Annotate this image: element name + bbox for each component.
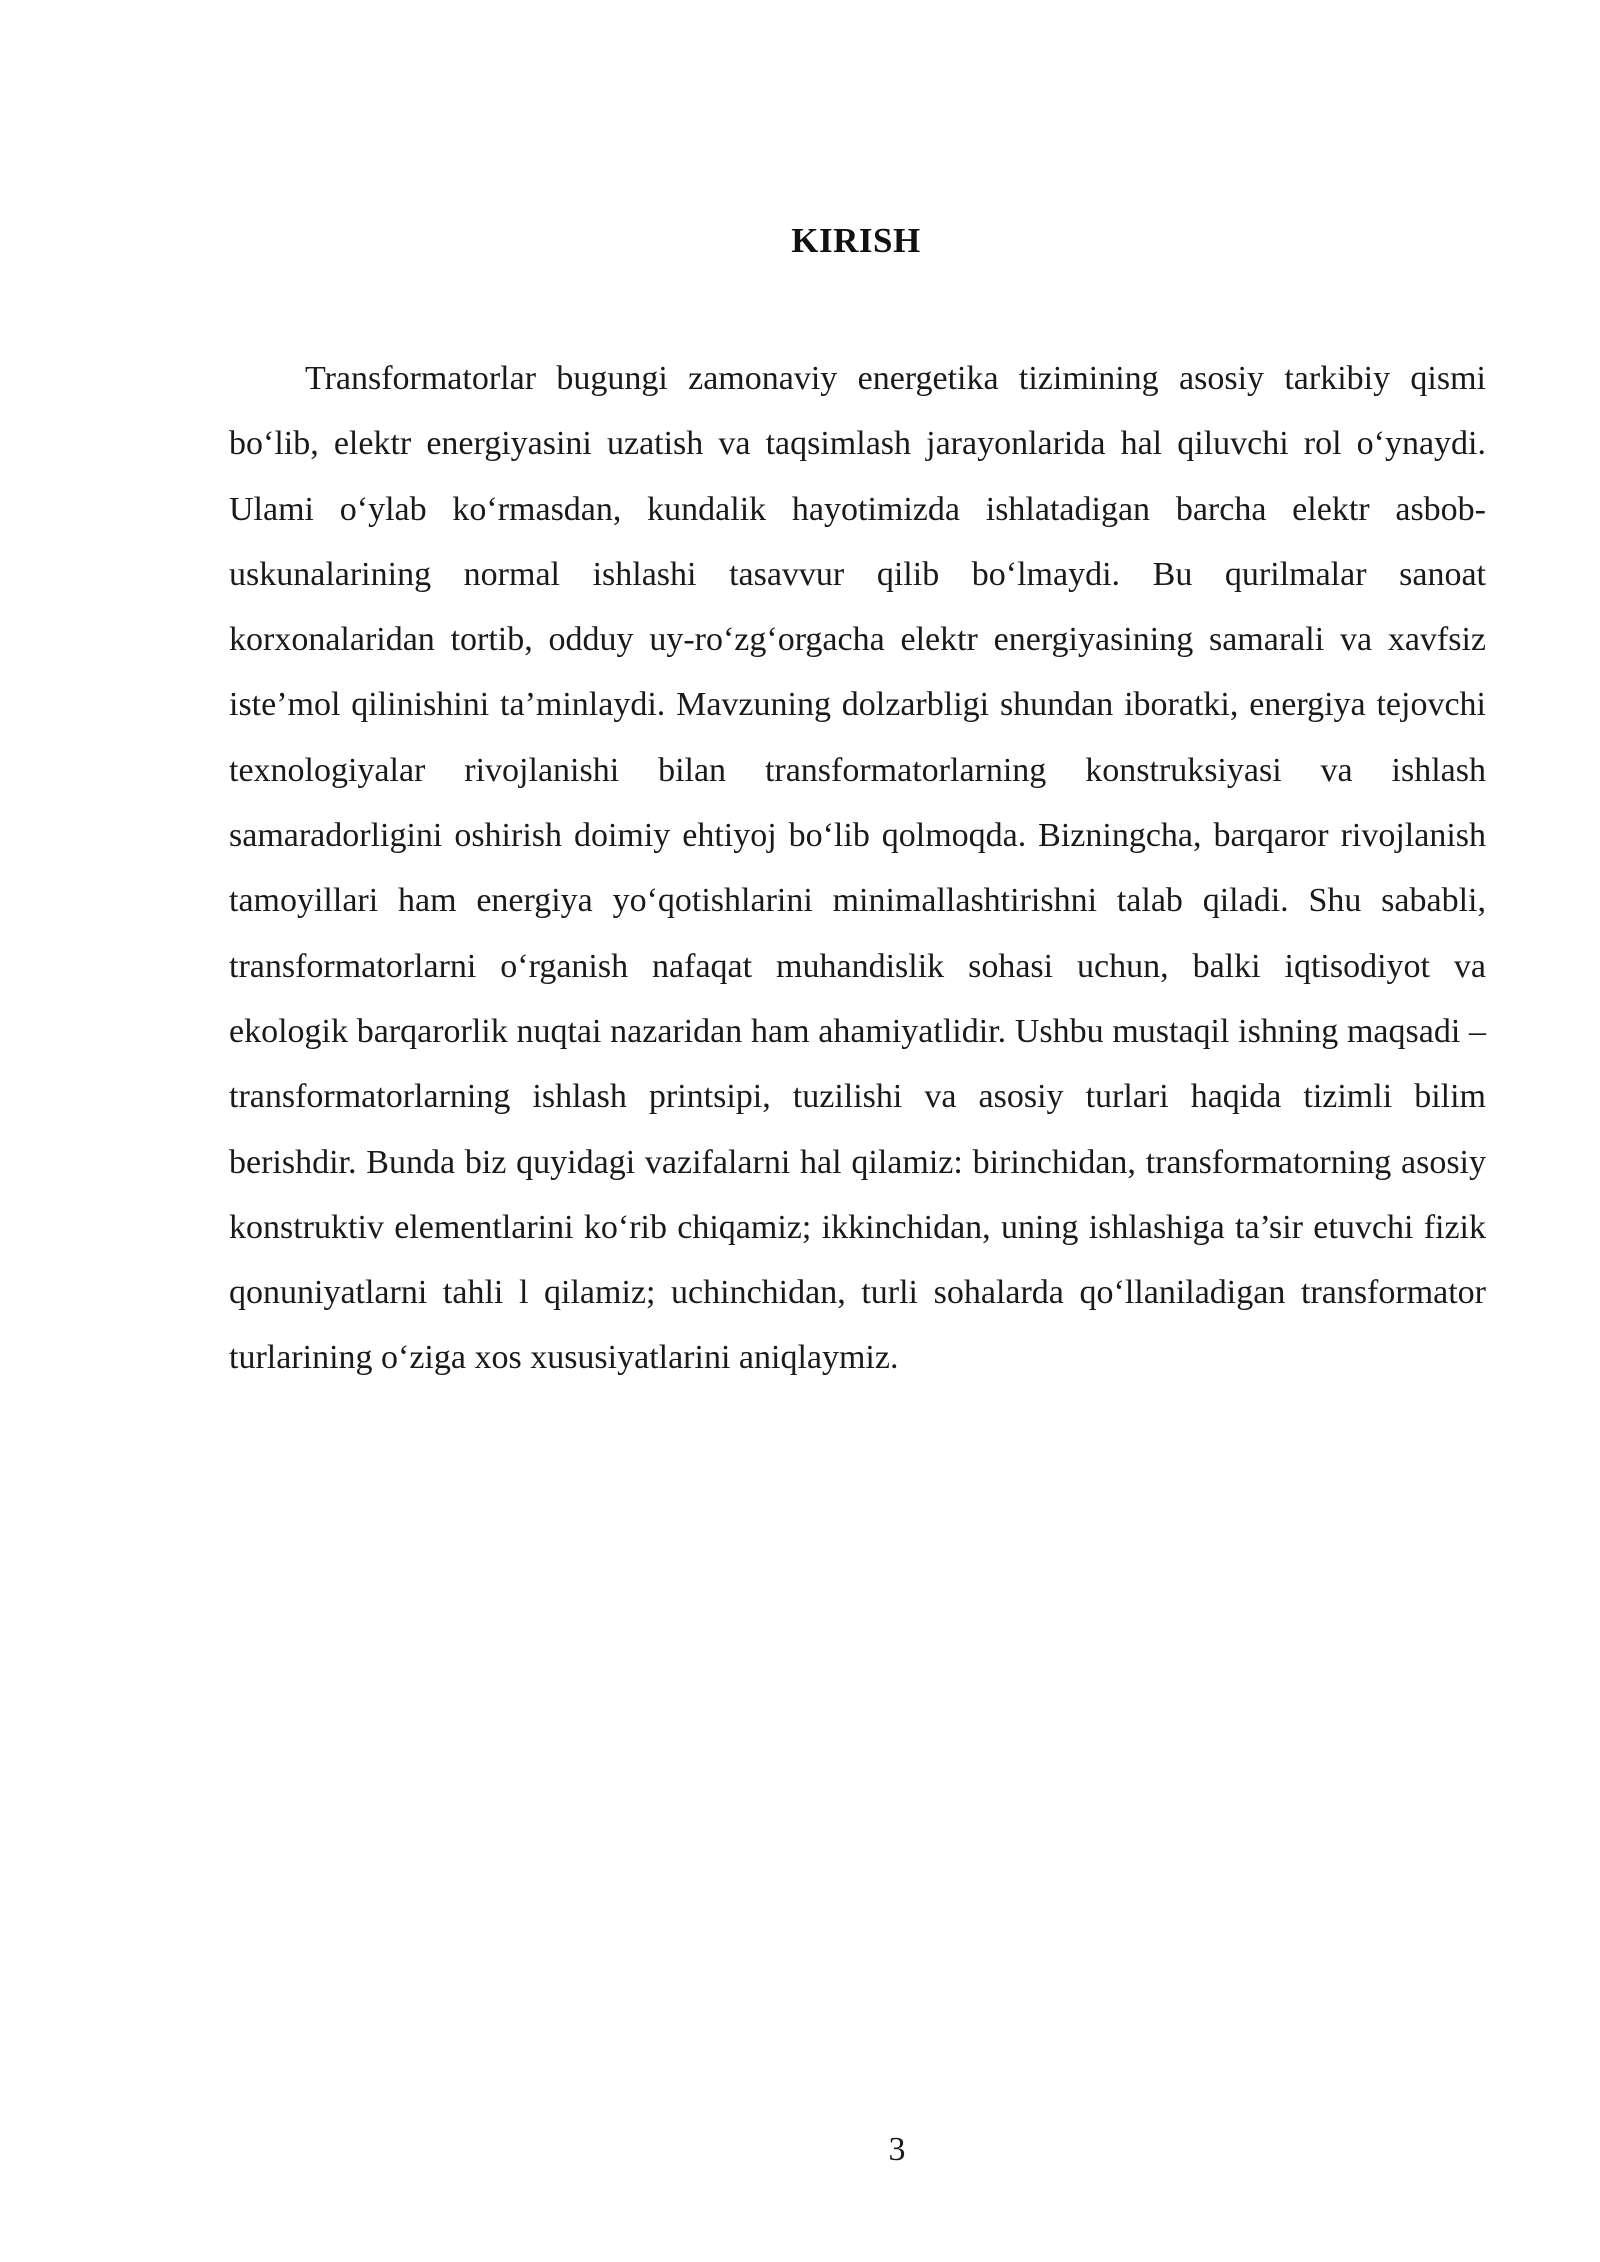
section-heading: KIRISH	[791, 221, 921, 260]
page-number: 3	[888, 2131, 906, 2168]
body-paragraph: Transformatorlar bugungi zamonaviy energetika tizimining asosiy tarkibiy qismi bo‘lib, elektr energiyasini uzatish va taqsimlash jarayonlarida hal qiluvchi rol o‘ynaydi. Ulami o‘ylab ko‘rmasdan, kundalik hayotimizda ishlatadigan barcha elektr asbob-uskunalarining normal ishlashi tasavvur qilib bo‘lmaydi. Bu qurilmalar sanoat korxonalaridan tortib, odduy uy-ro‘zg‘orgacha elektr energiyasining samarali va xavfsiz iste’mol qilinishini ta’minlaydi. Mavzuning dolzarbligi shundan iboratki, energiya tejovchi texnologiyalar rivojlanishi bilan transformatorlarning konstruksiyasi va ishlash samaradorligini oshirish doimiy ehtiyoj bo‘lib qolmoqda. Bizningcha, barqaror rivojlanish tamoyillari ham energiya yo‘qotishlarini minimallashtirishni talab qiladi. Shu sababli, transformatorlarni o‘rganish nafaqat muhandislik sohasi uchun, balki iqtisodiyot va ekologik barqarorlik nuqtai nazaridan ham ahamiyatlidir. Ushbu mustaqil ishning maqsadi – transformatorlarning ishlash printsipi, tuzilishi va asosiy turlari haqida tizimli bilim berishdir. Bunda biz quyidagi vazifalarni hal qilamiz: birinchidan, transformatorning asosiy konstruktiv elementlarini ko‘rib chiqamiz; ikkinchidan, uning ishlashiga ta’sir etuvchi fizik qonuniyatlarni tahli l qilamiz; uchinchidan, turli sohalarda qo‘llaniladigan transformator turlarining o‘ziga xos xususiyatlarini aniqlaymiz.	[229, 360, 1486, 1377]
